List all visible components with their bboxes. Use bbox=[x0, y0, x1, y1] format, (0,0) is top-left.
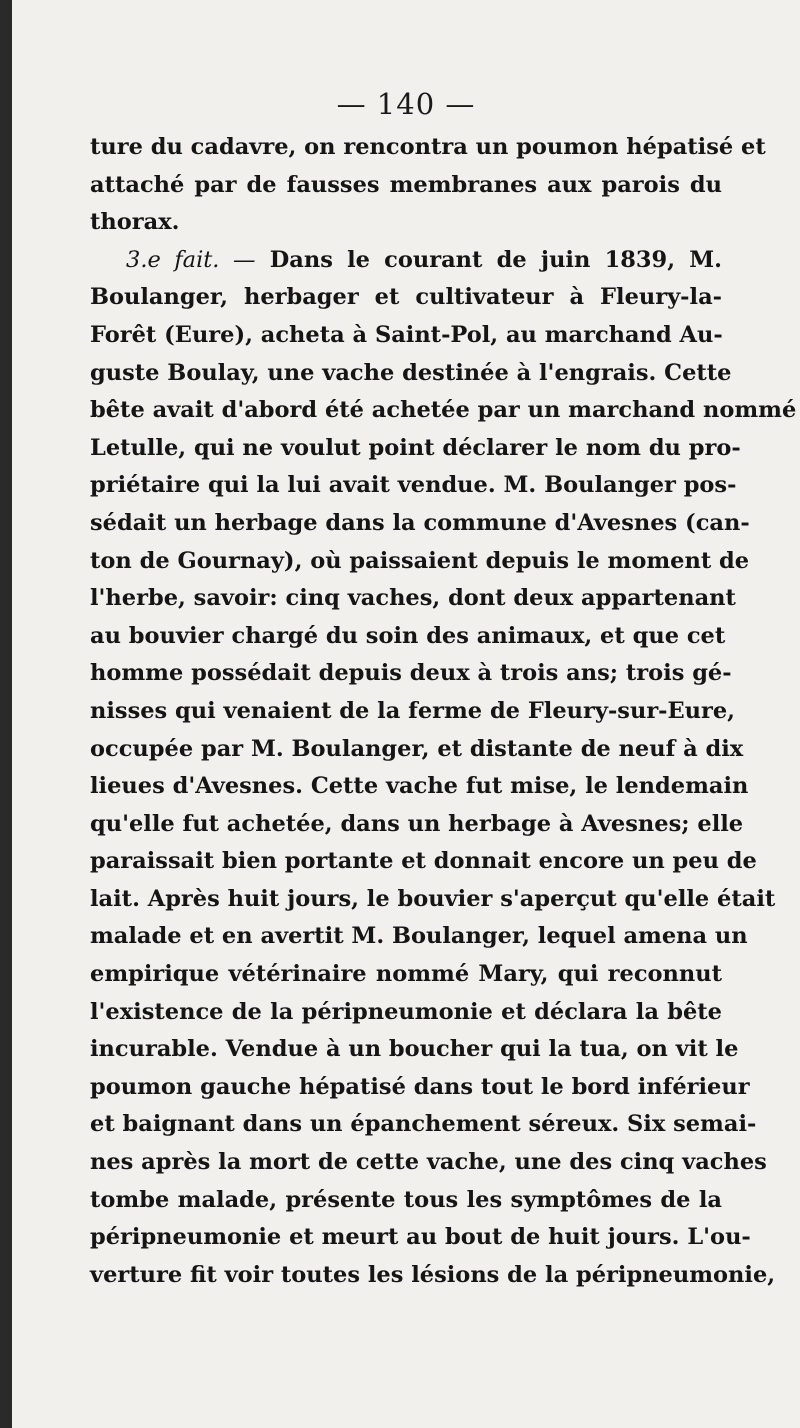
text-line: Boulanger, herbager et cultivateur à Fleury-la- bbox=[90, 284, 722, 311]
text-line: sédait un herbage dans la commune d'Avesnes (can- bbox=[90, 509, 750, 536]
text-line: Forêt (Eure), acheta à Saint-Pol, au marchand Au- bbox=[90, 321, 723, 348]
text-line: homme possédait depuis deux à trois ans; trois gé- bbox=[90, 660, 732, 687]
text-line: Letulle, qui ne voulut point déclarer le nom du pro- bbox=[90, 434, 741, 461]
text-line: au bouvier chargé du soin des animaux, et que cet bbox=[90, 622, 726, 649]
text-line: l'existence de la péripneumonie et déclara la bête bbox=[90, 998, 722, 1025]
text-line: occupée par M. Boulanger, et distante de neuf à dix bbox=[90, 735, 744, 762]
text-line: verture fit voir toutes les lésions de la péripneumonie, bbox=[90, 1261, 776, 1288]
case-heading-line bbox=[90, 242, 722, 280]
text-line: guste Boulay, une vache destinée à l'engrais. Cette bbox=[90, 359, 732, 386]
text-line: et baignant dans un épanchement séreux. Six semai- bbox=[90, 1111, 757, 1138]
text-line: bête avait d'abord été achetée par un marchand nommé bbox=[90, 397, 797, 424]
text-line: nisses qui venaient de la ferme de Fleury-sur-Eure, bbox=[90, 697, 736, 724]
text-line: lait. Après huit jours, le bouvier s'aperçut qu'elle était bbox=[90, 885, 776, 912]
text-line: l'herbe, savoir: cinq vaches, dont deux appartenant bbox=[90, 585, 736, 612]
text-line: paraissait bien portante et donnait encore un peu de bbox=[90, 848, 757, 875]
text-line: empirique vétérinaire nommé Mary, qui reconnut bbox=[90, 961, 722, 988]
text-line: tombe malade, présente tous les symptômes de la bbox=[90, 1186, 722, 1213]
text-line: incurable. Vendue à un boucher qui la tua, on vit le bbox=[90, 1036, 739, 1063]
case-label: 3.e fait. — bbox=[126, 246, 256, 273]
text-line: péripneumonie et meurt au bout de huit jours. L'ou- bbox=[90, 1224, 751, 1251]
page-number: — 140 — bbox=[336, 87, 476, 121]
text-line: poumon gauche hépatisé dans tout le bord inférieur bbox=[90, 1073, 750, 1100]
text-line: qu'elle fut achetée, dans un herbage à Avesnes; elle bbox=[90, 810, 744, 837]
text-line: priétaire qui la lui avait vendue. M. Boulanger pos- bbox=[90, 472, 737, 499]
body-text bbox=[90, 129, 797, 1294]
text-line: ture du cadavre, on rencontra un poumon hépatisé et bbox=[90, 134, 766, 160]
text-line: nes après la mort de cette vache, une des cinq vaches bbox=[90, 1149, 767, 1176]
text-line: attaché par de fausses membranes aux parois du bbox=[90, 171, 722, 198]
text-line: malade et en avertit M. Boulanger, lequel amena un bbox=[90, 923, 748, 950]
book-page bbox=[12, 0, 800, 1428]
text-line: lieues d'Avesnes. Cette vache fut mise, le lendemain bbox=[90, 773, 749, 800]
text-line: thorax. bbox=[90, 209, 180, 236]
text-line: Dans le courant de juin 1839, M. bbox=[269, 246, 722, 273]
text-line: ton de Gournay), où paissaient depuis le moment de bbox=[90, 547, 750, 574]
